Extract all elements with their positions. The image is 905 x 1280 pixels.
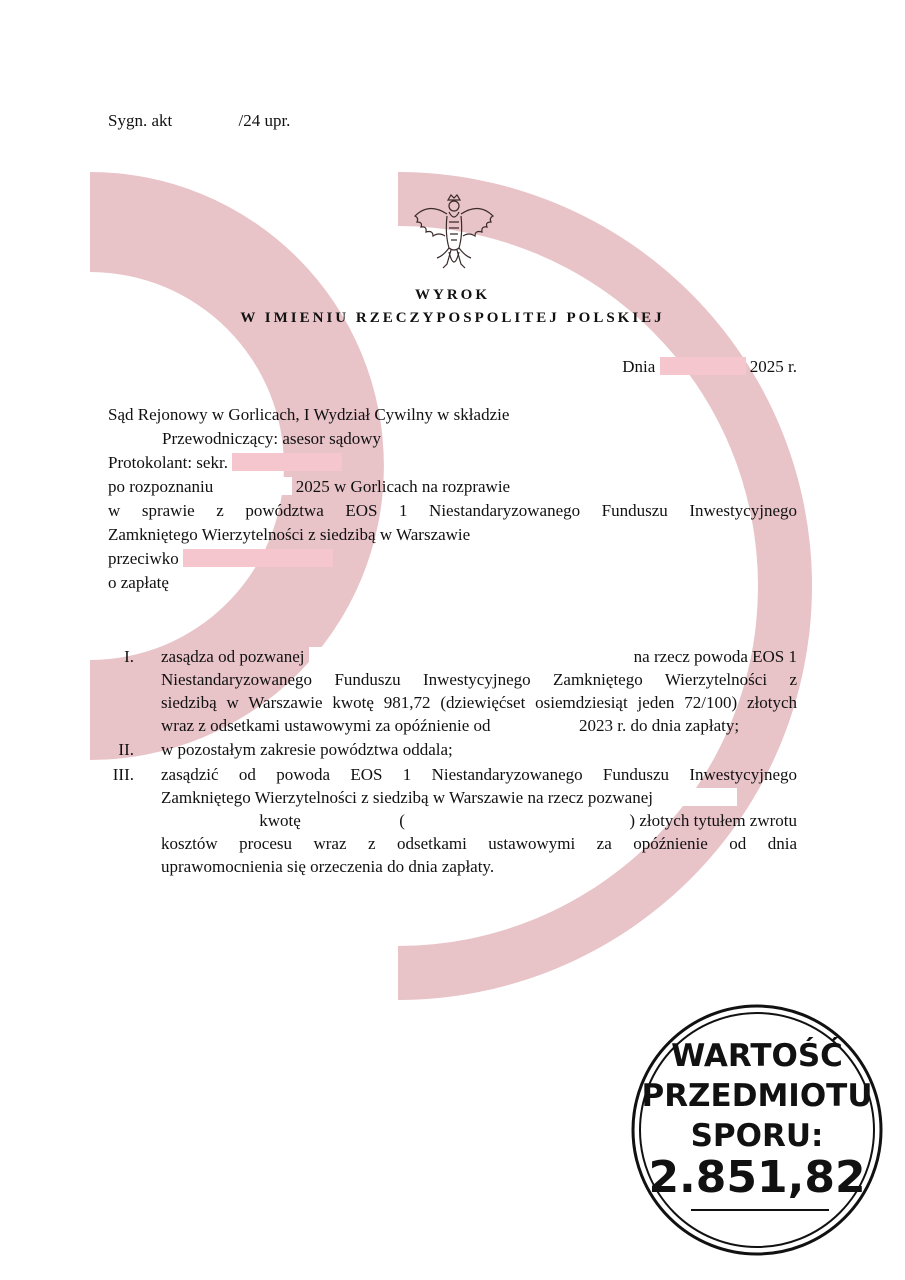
redacted-defendant-item-3 [657,788,737,806]
item-1-number: I. [124,647,134,666]
stamp-line-3: SPORU: [690,1118,824,1154]
item-1-line-4 [161,714,797,737]
case-signature [108,109,290,132]
redacted-clerk-name [232,453,342,471]
item-3-line-5: uprawomocnienia się orzeczenia do dnia zapłaty. [161,857,495,876]
item-1-text [161,645,797,737]
stamp-line-1: WARTOŚĆ [671,1038,843,1074]
clerk-line [108,451,342,474]
hearing-prefix: po rozpoznaniu [108,477,214,496]
stamp-value: 2.851,82 [648,1152,866,1203]
item-2-line-1: w pozostałym zakresie powództwa oddala; [161,740,453,759]
signature-prefix: Sygn. akt [108,111,173,130]
item-3-line-3 [161,809,797,832]
item-1-line-4-end: 2023 r. do dnia zapłaty; [579,716,740,735]
item-3-line-3-end: ) złotych tytułem zwrotu [629,811,797,830]
signature-suffix: /24 upr. [238,111,291,130]
redacted-hearing-date [218,477,292,495]
item-3-text [161,763,797,878]
case-line-1: w sprawie z powództwa EOS 1 Niestandaryzowanego Funduszu Inwestycyjnego [108,501,797,520]
item-3-line-2-text: Zamkniętego Wierzytelności z siedzibą w Warszawie na rzecz pozwanej [161,788,653,807]
presiding-judge-line [162,427,381,450]
stamp-line-2: PRZEDMIOTU [641,1078,873,1114]
item-2-text [161,738,797,761]
court-line: Sąd Rejonowy w Gorlicach, I Wydział Cywilny w składzie [108,405,510,424]
date-prefix: Dnia [622,357,656,376]
item-3-line-3-paren: ( [399,811,405,830]
case-line-2: Zamkniętego Wierzytelności z siedzibą w Warszawie [108,525,471,544]
redacted-signature-number [176,111,238,129]
item-3-line-2 [161,786,797,809]
item-2-number: II. [118,740,134,759]
date-suffix: 2025 r. [749,357,797,376]
redacted-amount [305,811,395,829]
against-line [108,547,333,570]
item-3-line-1: zasądzić od powoda EOS 1 Niestandaryzowanego Funduszu Inwestycyjnego [161,765,797,784]
redacted-defendant-item-1 [309,647,519,665]
presiding-label: Przewodniczący: asesor sądowy [162,429,382,448]
hearing-line [108,475,510,498]
redacted-amount-words [405,811,655,829]
against-label: przeciwko [108,549,179,568]
item-3-line-4: kosztów procesu wraz z odsetkami ustawowymi za opóźnienie od dnia [161,834,797,853]
item-3-number: III. [112,765,134,784]
redacted-defendant-name [183,549,333,567]
item-1-line-1 [161,645,797,668]
redacted-date [660,357,746,375]
polish-eagle-icon [409,192,499,276]
item-1-line-1-start: zasądza od pozwanej [161,647,305,666]
subject-line: o zapłatę [108,573,169,592]
redacted-defendant-item-3b [161,811,255,829]
document-subtitle: W IMIENIU RZECZYPOSPOLITEJ POLSKIEJ [240,310,665,326]
item-1-line-4-start: wraz z odsetkami ustawowymi za opóźnienie od [161,716,491,735]
document-date [622,355,797,378]
hearing-suffix: 2025 w Gorlicach na rozprawie [295,477,511,496]
document-title: WYROK [415,287,490,303]
item-3-line-3-amount-label: kwotę [259,811,301,830]
item-1-line-2: Niestandaryzowanego Funduszu Inwestycyjnego Zamkniętego Wierzytelności z [161,670,797,689]
item-1-line-3: siedzibą w Warszawie kwotę 981,72 (dziewięćset osiemdziesiąt jeden 72/100) złotych [161,693,797,712]
item-1-line-1-end: na rzecz powoda EOS 1 [633,647,797,666]
clerk-label: Protokolant: sekr. [108,453,228,472]
redacted-interest-date [495,716,575,734]
